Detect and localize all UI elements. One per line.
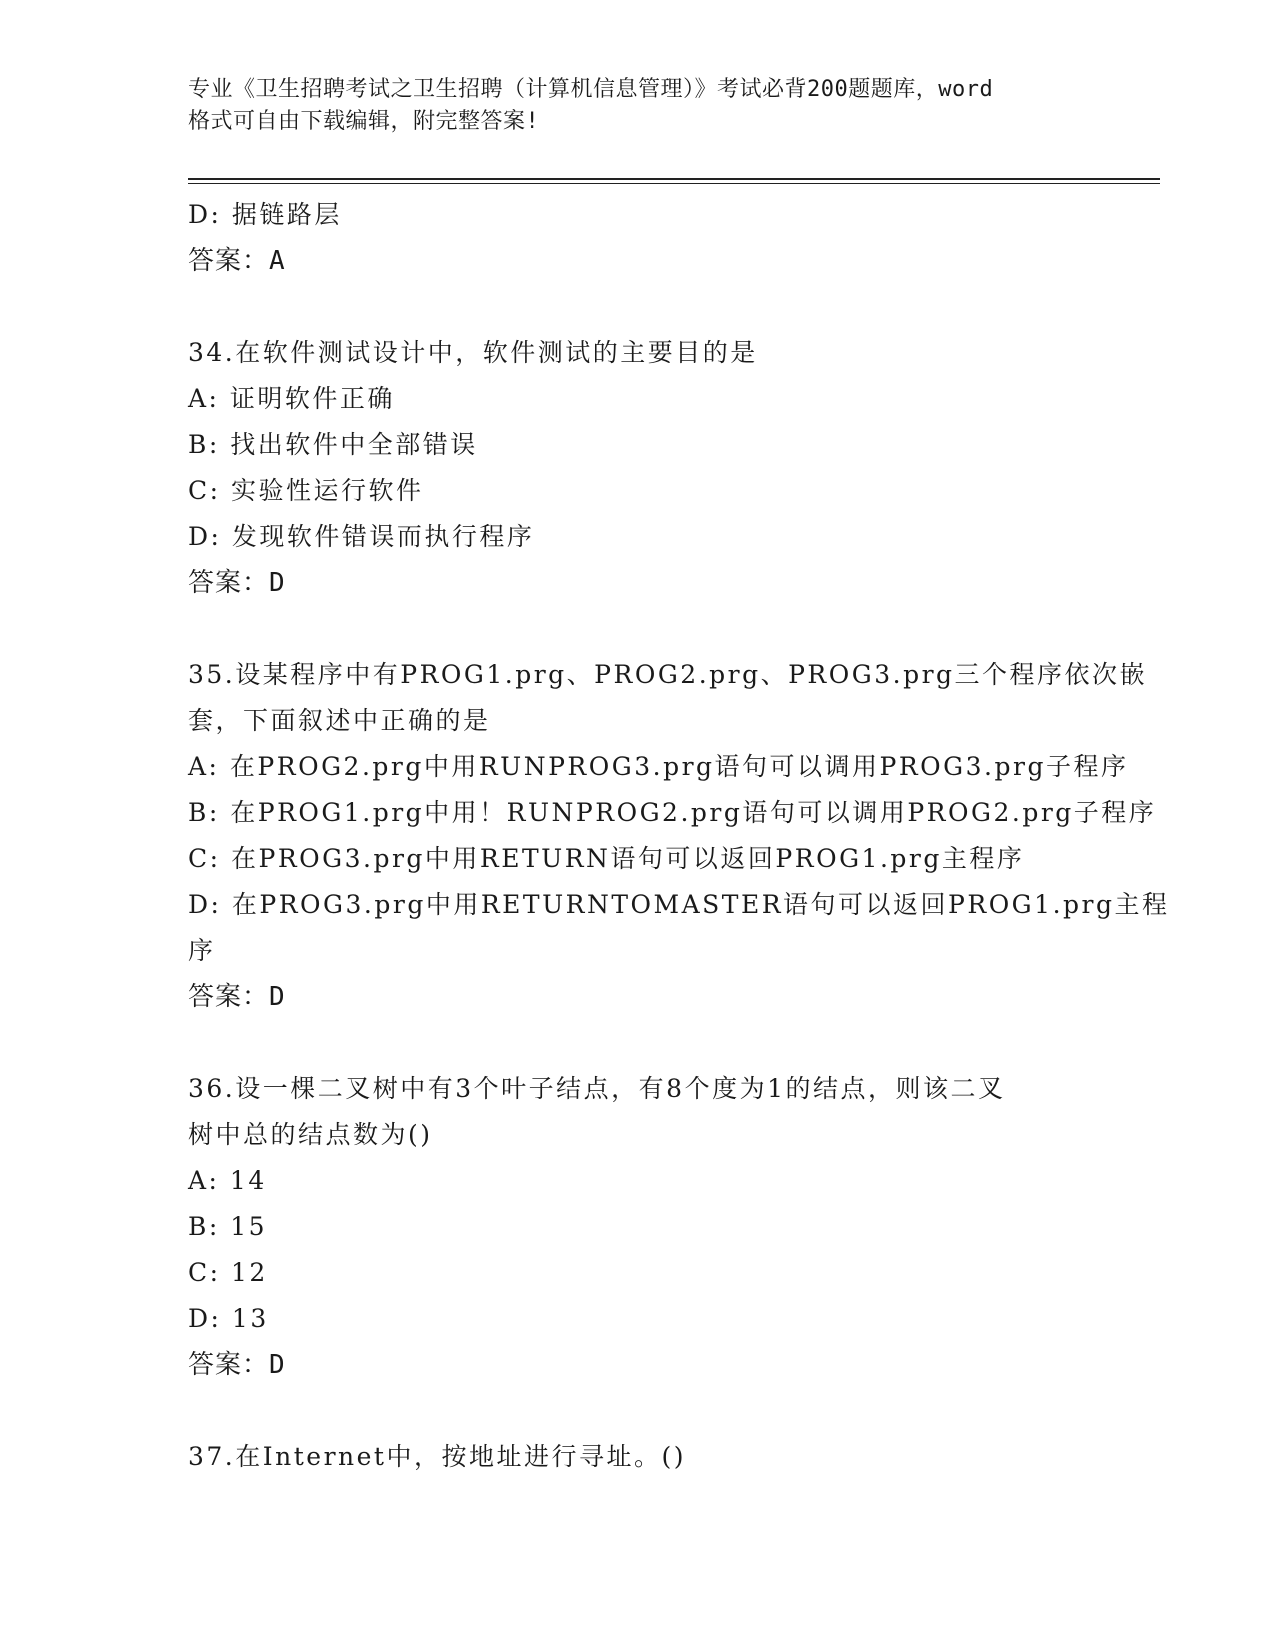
question-34 — [188, 330, 1088, 606]
option-d-line-2: 序 — [188, 936, 216, 965]
header-line-1: 专业《卫生招聘考试之卫生招聘（计算机信息管理）》考试必背200题题库，word — [188, 77, 994, 102]
question-stem-line-2: 树中总的结点数为() — [188, 1120, 433, 1149]
option-d: D: 据链路层 — [188, 200, 342, 229]
question-stem-line-2: 套，下面叙述中正确的是 — [188, 706, 491, 735]
option-c: C: 在PROG3.prg中用RETURN语句可以返回PROG1.prg主程序 — [188, 844, 1025, 873]
option-b: B: 在PROG1.prg中用！RUNPROG2.prg语句可以调用PROG2.prg子程序 — [188, 798, 1157, 827]
option-b: B: 15 — [188, 1212, 268, 1241]
option-c: C: 12 — [188, 1258, 268, 1287]
option-d-line-1: D: 在PROG3.prg中用RETURNTOMASTER语句可以返回PROG1.prg主程 — [188, 890, 1170, 919]
question-content — [188, 192, 1170, 1480]
question-35 — [188, 652, 1170, 1020]
option-b: B: 找出软件中全部错误 — [188, 430, 478, 459]
option-a: A: 证明软件正确 — [188, 384, 395, 413]
option-a: A: 14 — [188, 1166, 267, 1195]
question-stem: 34.在软件测试设计中，软件测试的主要目的是 — [188, 338, 758, 367]
answer: 答案：D — [188, 1350, 286, 1380]
answer: 答案：A — [188, 246, 286, 276]
option-c: C: 实验性运行软件 — [188, 476, 424, 505]
question-stem-line-1: 35.设某程序中有PROG1.prg、PROG2.prg、PROG3.prg三个程序依次嵌 — [188, 660, 1148, 689]
question-37 — [188, 1434, 1088, 1480]
option-d: D: 13 — [188, 1304, 269, 1333]
answer: 答案：D — [188, 982, 286, 1012]
question-36 — [188, 1066, 1088, 1388]
question-stem-line-1: 36.设一棵二叉树中有3个叶子结点，有8个度为1的结点，则该二叉 — [188, 1074, 1006, 1103]
document-header — [188, 74, 1088, 138]
header-divider-thick — [188, 178, 1160, 180]
prev-question — [188, 192, 1088, 284]
option-d: D: 发现软件错误而执行程序 — [188, 522, 535, 551]
question-stem: 37.在Internet中，按地址进行寻址。() — [188, 1442, 686, 1471]
header-divider-thin — [188, 183, 1160, 184]
header-line-2: 格式可自由下载编辑，附完整答案! — [188, 109, 540, 134]
answer: 答案：D — [188, 568, 286, 598]
option-a: A: 在PROG2.prg中用RUNPROG3.prg语句可以调用PROG3.prg子程序 — [188, 752, 1129, 781]
